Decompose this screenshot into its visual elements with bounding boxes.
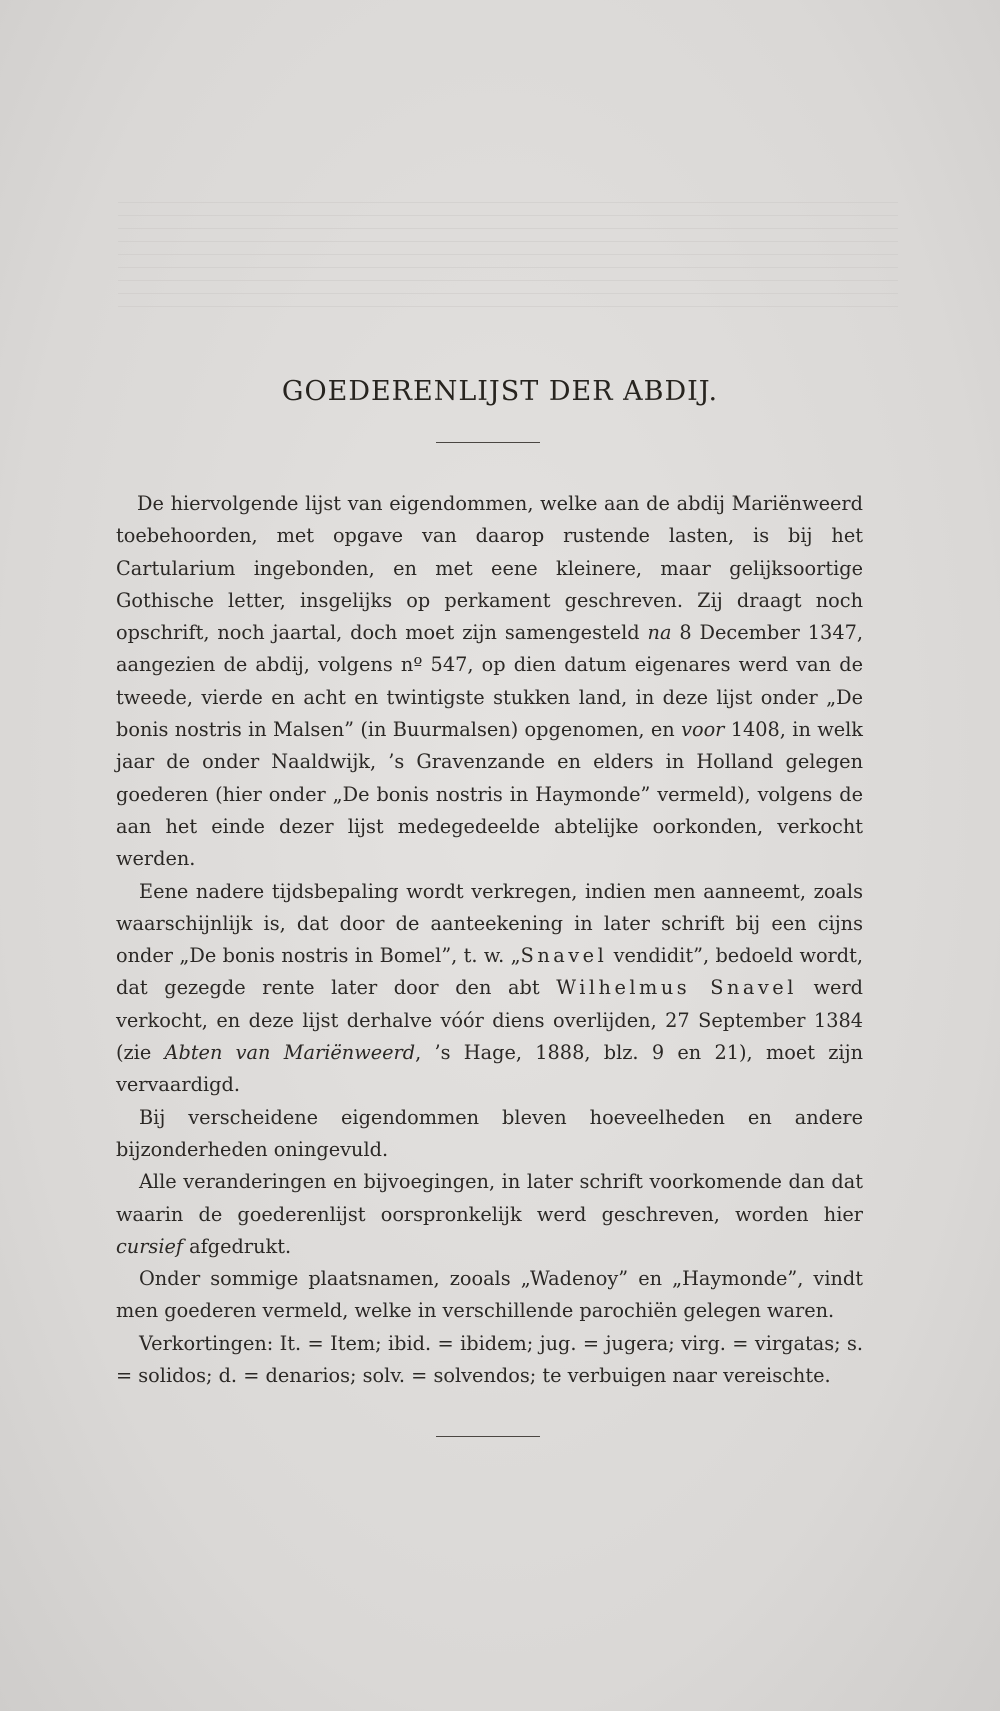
paragraph-4 <box>116 1166 863 1263</box>
text-run: De hiervolgende lijst van eigendommen, welke aan de abdij Mariënweerd toebehoorden, met opgave van daarop rustende lasten, is bij het Cartularium ingebonden, en met eene kleinere, maar gelijksoortige Gothische letter, insgelijks op perkament geschreven. Zij draagt noch opschrift, noch jaartal, doch moet zijn samengesteld <box>116 492 863 645</box>
text-run: afgedrukt. <box>183 1234 292 1258</box>
page-title: GOEDERENLIJST DER ABDIJ. <box>281 376 719 407</box>
text-run: Verkortingen: It. = Item; ibid. = ibidem; jug. = jugera; virg. = virgatas; s. = solidos; d. = denarios; solv. = solvendos; te verbuigen naar vereischte. <box>116 1331 863 1388</box>
text-run: vendidit”, bedoeld wordt, dat gezegde rente later door den abt <box>116 944 863 1000</box>
spaced-name: Snavel <box>520 944 608 968</box>
italic-text: Abten van Mariënweerd <box>164 1041 416 1065</box>
text-run: 1408, in welk jaar de onder Naaldwijk, ’s Gravenzande en elders in Holland gelegen goederen (hier onder „De bonis nostris in Haymonde” vermeld), volgens de aan het einde dezer lijst medegedeelde abtelijke oorkonden, verkocht werden. <box>116 718 863 871</box>
italic-text: na <box>647 621 672 645</box>
paragraph-6 <box>116 1328 863 1393</box>
show-through-text <box>118 190 898 319</box>
text-run: , ’s Hage, 1888, blz. 9 en 21), moet zijn vervaardigd. <box>116 1041 863 1097</box>
title-divider <box>436 442 540 443</box>
paragraph-2 <box>116 876 863 1102</box>
body-text <box>116 488 863 1392</box>
italic-text: voor <box>681 718 725 742</box>
text-run: Onder sommige plaatsnamen, zooals „Wadenoy” en „Haymonde”, vindt men goederen vermeld, welke in verschillende parochiën gelegen waren. <box>116 1267 863 1323</box>
text-run: Eene nadere tijdsbepaling wordt verkregen, indien men aanneemt, zoals waarschijnlijk is, dat door de aanteekening in later schrift bij een cijns onder „De bonis nostris in Bomel”, t. w. „ <box>116 879 863 968</box>
paragraph-3 <box>116 1102 863 1167</box>
text-run: Alle veranderingen en bijvoegingen, in later schrift voorkomende dan dat waarin de goederenlijst oorspronkelijk werd geschreven, worden hier <box>116 1170 863 1226</box>
paragraph-1 <box>116 488 863 876</box>
text-run: 8 December 1347, aangezien de abdij, volgens nº 547, op dien datum eigenares werd van de tweede, vierde en acht en twintigste stukken land, in deze lijst onder „De bonis nostris in Malsen” (in Buurmalsen) opgenomen, en <box>116 621 863 742</box>
paragraph-5 <box>116 1263 863 1328</box>
text-run: werd verkocht, en deze lijst derhalve vóór diens overlijden, 27 September 1384 (zie <box>116 976 864 1065</box>
italic-text: cursief <box>116 1234 184 1258</box>
end-divider <box>436 1436 540 1437</box>
text-run: Bij verscheidene eigendommen bleven hoeveelheden en andere bijzonderheden oningevuld. <box>116 1105 863 1161</box>
spaced-name: Wilhelmus Snavel <box>556 976 797 1000</box>
